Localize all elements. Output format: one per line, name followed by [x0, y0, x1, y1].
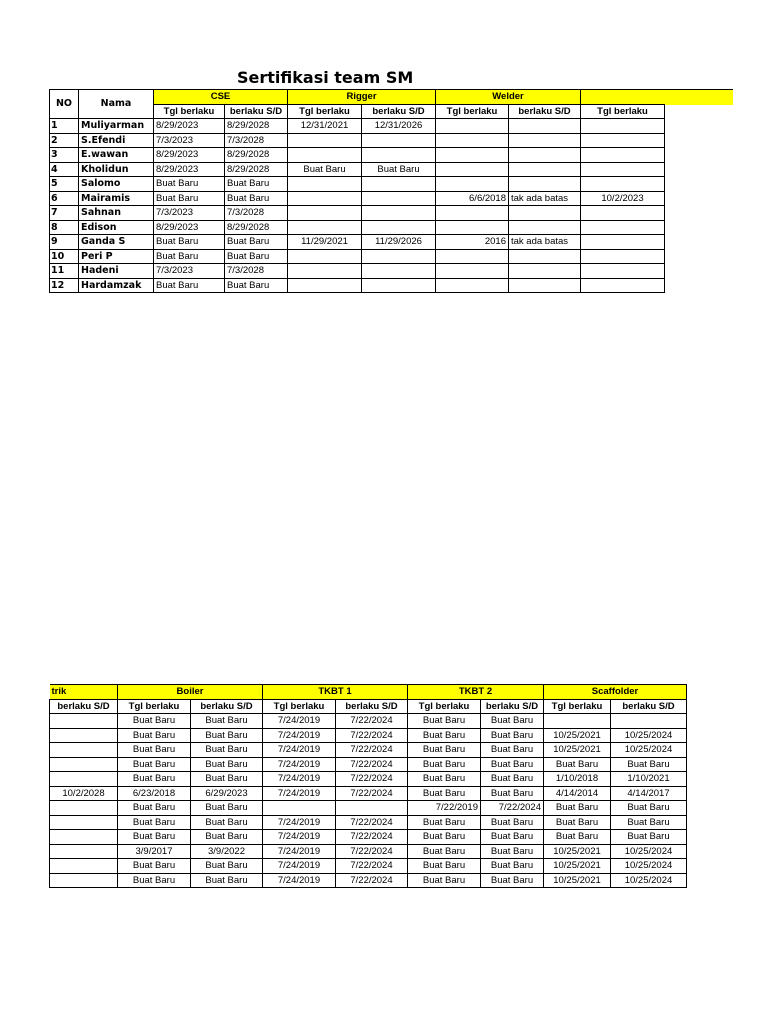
sub-berlaku-sd: berlaku S/D	[611, 699, 687, 714]
rigger-tgl-berlaku-cell	[288, 220, 362, 235]
rigger-berlaku-sd-cell: Buat Baru	[362, 162, 436, 177]
k3-list-tgl-berlaku-cell	[581, 162, 665, 177]
tkbt1-berlaku-sd-cell: 7/22/2024	[336, 873, 408, 888]
tkbt1-berlaku-sd-cell	[336, 801, 408, 816]
welder-berlaku-sd-cell	[509, 220, 581, 235]
employee-name: S.Efendi	[79, 133, 154, 148]
row-number: 6	[50, 191, 79, 206]
welder-tgl-berlaku-cell	[436, 220, 509, 235]
boiler-tgl-berlaku-cell: Buat Baru	[118, 743, 191, 758]
scaffolder-berlaku-sd-cell: 4/14/2017	[611, 786, 687, 801]
table-row	[50, 177, 665, 192]
scaffolder-berlaku-sd-cell	[611, 714, 687, 729]
table-row	[50, 249, 665, 264]
cse-berlaku-sd-cell: 7/3/2028	[225, 264, 288, 279]
scaffolder-tgl-berlaku-cell: Buat Baru	[544, 801, 611, 816]
tkbt2-berlaku-sd-cell: Buat Baru	[481, 743, 544, 758]
scaffolder-tgl-berlaku-cell: 1/10/2018	[544, 772, 611, 787]
row-number: 10	[50, 249, 79, 264]
table-row	[50, 264, 665, 279]
row-number: 9	[50, 235, 79, 250]
sub-tgl-berlaku: Tgl berlaku	[263, 699, 336, 714]
cse-tgl-berlaku-cell: Buat Baru	[154, 249, 225, 264]
boiler-berlaku-sd-cell: Buat Baru	[191, 772, 263, 787]
employee-name: Kholidun	[79, 162, 154, 177]
scaffolder-tgl-berlaku-cell: 10/25/2021	[544, 873, 611, 888]
header-tkbt2: TKBT 2	[408, 685, 544, 700]
certification-table-top	[49, 89, 665, 293]
tkbt2-berlaku-sd-cell: Buat Baru	[481, 772, 544, 787]
tkbt1-tgl-berlaku-cell: 7/24/2019	[263, 743, 336, 758]
scaffolder-tgl-berlaku-cell: Buat Baru	[544, 757, 611, 772]
boiler-berlaku-sd-cell: Buat Baru	[191, 728, 263, 743]
rigger-tgl-berlaku-cell: 11/29/2021	[288, 235, 362, 250]
tkbt1-berlaku-sd-cell: 7/22/2024	[336, 859, 408, 874]
welder-tgl-berlaku-cell	[436, 206, 509, 221]
rigger-berlaku-sd-cell: 12/31/2026	[362, 119, 436, 134]
rigger-berlaku-sd-cell	[362, 206, 436, 221]
boiler-berlaku-sd-cell: Buat Baru	[191, 859, 263, 874]
scaffolder-tgl-berlaku-cell: Buat Baru	[544, 815, 611, 830]
table-row	[50, 162, 665, 177]
rigger-tgl-berlaku-cell	[288, 148, 362, 163]
cse-berlaku-sd-cell: 8/29/2028	[225, 148, 288, 163]
table-row	[50, 772, 687, 787]
sub-tgl-berlaku: Tgl berlaku	[581, 104, 665, 119]
boiler-tgl-berlaku-cell: Buat Baru	[118, 757, 191, 772]
boiler-tgl-berlaku-cell: Buat Baru	[118, 873, 191, 888]
table-row	[50, 786, 687, 801]
table-row	[50, 757, 687, 772]
tkbt2-tgl-berlaku-cell: Buat Baru	[408, 728, 481, 743]
table-row	[50, 148, 665, 163]
tkbt1-tgl-berlaku-cell: 7/24/2019	[263, 714, 336, 729]
scaffolder-tgl-berlaku-cell: 10/25/2021	[544, 743, 611, 758]
table-row	[50, 220, 665, 235]
tkbt1-berlaku-sd-cell: 7/22/2024	[336, 728, 408, 743]
boiler-tgl-berlaku-cell: Buat Baru	[118, 830, 191, 845]
k3-list-tgl-berlaku-cell	[581, 278, 665, 293]
k3-list-berlaku-sd-cell	[50, 873, 118, 888]
welder-tgl-berlaku-cell	[436, 177, 509, 192]
k3-list-berlaku-sd-cell	[50, 801, 118, 816]
tkbt1-berlaku-sd-cell: 7/22/2024	[336, 714, 408, 729]
k3-list-berlaku-sd-cell	[50, 743, 118, 758]
k3-list-tgl-berlaku-cell: 10/2/2023	[581, 191, 665, 206]
scaffolder-berlaku-sd-cell: 10/25/2024	[611, 728, 687, 743]
boiler-tgl-berlaku-cell: Buat Baru	[118, 815, 191, 830]
k3-list-berlaku-sd-cell	[50, 830, 118, 845]
row-number: 3	[50, 148, 79, 163]
boiler-berlaku-sd-cell: Buat Baru	[191, 801, 263, 816]
tkbt2-berlaku-sd-cell: Buat Baru	[481, 714, 544, 729]
k3-list-berlaku-sd-cell	[50, 859, 118, 874]
k3-list-berlaku-sd-cell	[50, 728, 118, 743]
tkbt2-tgl-berlaku-cell: Buat Baru	[408, 772, 481, 787]
cse-tgl-berlaku-cell: Buat Baru	[154, 235, 225, 250]
row-number: 12	[50, 278, 79, 293]
header-rigger: Rigger	[288, 90, 436, 105]
tkbt1-berlaku-sd-cell: 7/22/2024	[336, 743, 408, 758]
tkbt1-tgl-berlaku-cell: 7/24/2019	[263, 772, 336, 787]
employee-name: Sahnan	[79, 206, 154, 221]
header-cse: CSE	[154, 90, 288, 105]
sub-berlaku-sd: berlaku S/D	[225, 104, 288, 119]
k3-list-berlaku-sd-cell	[50, 815, 118, 830]
employee-name: E.wawan	[79, 148, 154, 163]
cse-tgl-berlaku-cell: 7/3/2023	[154, 206, 225, 221]
tkbt1-tgl-berlaku-cell: 7/24/2019	[263, 815, 336, 830]
sub-tgl-berlaku: Tgl berlaku	[408, 699, 481, 714]
sub-tgl-berlaku: Tgl berlaku	[118, 699, 191, 714]
k3-list-tgl-berlaku-cell	[581, 220, 665, 235]
k3-list-berlaku-sd-cell	[50, 772, 118, 787]
cse-berlaku-sd-cell: Buat Baru	[225, 235, 288, 250]
k3-list-tgl-berlaku-cell	[581, 206, 665, 221]
rigger-tgl-berlaku-cell	[288, 133, 362, 148]
scaffolder-berlaku-sd-cell: 10/25/2024	[611, 844, 687, 859]
boiler-tgl-berlaku-cell: Buat Baru	[118, 714, 191, 729]
cse-berlaku-sd-cell: Buat Baru	[225, 249, 288, 264]
rigger-tgl-berlaku-cell	[288, 177, 362, 192]
cse-berlaku-sd-cell: Buat Baru	[225, 278, 288, 293]
sub-berlaku-sd: berlaku S/D	[509, 104, 581, 119]
row-number: 7	[50, 206, 79, 221]
rigger-tgl-berlaku-cell	[288, 278, 362, 293]
table-row	[50, 844, 687, 859]
certification-table-bottom	[49, 684, 687, 888]
tkbt2-tgl-berlaku-cell: Buat Baru	[408, 830, 481, 845]
employee-name: Mairamis	[79, 191, 154, 206]
header-scaffolder: Scaffolder	[544, 685, 687, 700]
table-row	[50, 119, 665, 134]
tkbt2-berlaku-sd-cell: Buat Baru	[481, 830, 544, 845]
scaffolder-tgl-berlaku-cell: Buat Baru	[544, 830, 611, 845]
scaffolder-tgl-berlaku-cell: 4/14/2014	[544, 786, 611, 801]
welder-berlaku-sd-cell	[509, 249, 581, 264]
tkbt1-berlaku-sd-cell: 7/22/2024	[336, 844, 408, 859]
tkbt2-tgl-berlaku-cell: Buat Baru	[408, 757, 481, 772]
welder-berlaku-sd-cell	[509, 119, 581, 134]
employee-name: Peri P	[79, 249, 154, 264]
tkbt2-tgl-berlaku-cell: Buat Baru	[408, 873, 481, 888]
welder-tgl-berlaku-cell: 6/6/2018	[436, 191, 509, 206]
welder-berlaku-sd-cell: tak ada batas	[509, 191, 581, 206]
cse-berlaku-sd-cell: Buat Baru	[225, 177, 288, 192]
scaffolder-berlaku-sd-cell: 1/10/2021	[611, 772, 687, 787]
welder-tgl-berlaku-cell	[436, 249, 509, 264]
header-k3-list-cell	[581, 90, 665, 105]
cse-berlaku-sd-cell: 7/3/2028	[225, 133, 288, 148]
table-row	[50, 235, 665, 250]
k3-list-tgl-berlaku-cell	[581, 119, 665, 134]
row-number: 5	[50, 177, 79, 192]
sub-berlaku-sd: berlaku S/D	[336, 699, 408, 714]
boiler-berlaku-sd-cell: Buat Baru	[191, 873, 263, 888]
k3-list-tgl-berlaku-cell	[581, 148, 665, 163]
tkbt2-tgl-berlaku-cell: 7/22/2019	[408, 801, 481, 816]
sub-berlaku-sd: berlaku S/D	[50, 699, 118, 714]
boiler-berlaku-sd-cell: Buat Baru	[191, 714, 263, 729]
scaffolder-berlaku-sd-cell: Buat Baru	[611, 815, 687, 830]
tkbt1-tgl-berlaku-cell: 7/24/2019	[263, 844, 336, 859]
table-row	[50, 743, 687, 758]
table-row	[50, 728, 687, 743]
boiler-tgl-berlaku-cell: Buat Baru	[118, 772, 191, 787]
welder-berlaku-sd-cell	[509, 162, 581, 177]
boiler-tgl-berlaku-cell: Buat Baru	[118, 728, 191, 743]
tkbt1-tgl-berlaku-cell: 7/24/2019	[263, 786, 336, 801]
sub-tgl-berlaku: Tgl berlaku	[154, 104, 225, 119]
employee-name: Salomo	[79, 177, 154, 192]
tkbt1-berlaku-sd-cell: 7/22/2024	[336, 772, 408, 787]
sub-berlaku-sd: berlaku S/D	[481, 699, 544, 714]
welder-berlaku-sd-cell	[509, 148, 581, 163]
welder-tgl-berlaku-cell	[436, 278, 509, 293]
k3-list-tgl-berlaku-cell	[581, 133, 665, 148]
cse-berlaku-sd-cell: Buat Baru	[225, 191, 288, 206]
welder-tgl-berlaku-cell	[436, 148, 509, 163]
tkbt2-berlaku-sd-cell: Buat Baru	[481, 873, 544, 888]
cse-berlaku-sd-cell: 8/29/2028	[225, 162, 288, 177]
k3-list-berlaku-sd-cell	[50, 757, 118, 772]
scaffolder-tgl-berlaku-cell	[544, 714, 611, 729]
tkbt2-tgl-berlaku-cell: Buat Baru	[408, 786, 481, 801]
employee-name: Hadeni	[79, 264, 154, 279]
k3-list-berlaku-sd-cell: 10/2/2028	[50, 786, 118, 801]
k3-list-tgl-berlaku-cell	[581, 177, 665, 192]
header-welder: Welder	[436, 90, 581, 105]
welder-berlaku-sd-cell	[509, 177, 581, 192]
tkbt2-tgl-berlaku-cell: Buat Baru	[408, 743, 481, 758]
cse-tgl-berlaku-cell: 8/29/2023	[154, 220, 225, 235]
tkbt2-berlaku-sd-cell: 7/22/2024	[481, 801, 544, 816]
cse-berlaku-sd-cell: 8/29/2028	[225, 220, 288, 235]
rigger-tgl-berlaku-cell	[288, 191, 362, 206]
tkbt2-tgl-berlaku-cell: Buat Baru	[408, 859, 481, 874]
tkbt2-berlaku-sd-cell: Buat Baru	[481, 757, 544, 772]
header-boiler: Boiler	[118, 685, 263, 700]
welder-tgl-berlaku-cell	[436, 133, 509, 148]
sub-berlaku-sd: berlaku S/D	[362, 104, 436, 119]
welder-tgl-berlaku-cell	[436, 162, 509, 177]
scaffolder-berlaku-sd-cell: Buat Baru	[611, 757, 687, 772]
rigger-berlaku-sd-cell	[362, 177, 436, 192]
rigger-tgl-berlaku-cell	[288, 249, 362, 264]
welder-berlaku-sd-cell	[509, 133, 581, 148]
boiler-tgl-berlaku-cell: Buat Baru	[118, 801, 191, 816]
welder-tgl-berlaku-cell: 2016	[436, 235, 509, 250]
tkbt1-tgl-berlaku-cell: 7/24/2019	[263, 859, 336, 874]
employee-name: Hardamzak	[79, 278, 154, 293]
boiler-tgl-berlaku-cell: 3/9/2017	[118, 844, 191, 859]
boiler-tgl-berlaku-cell: 6/23/2018	[118, 786, 191, 801]
k3-list-tgl-berlaku-cell	[581, 249, 665, 264]
scaffolder-berlaku-sd-cell: Buat Baru	[611, 830, 687, 845]
tkbt2-berlaku-sd-cell: Buat Baru	[481, 844, 544, 859]
rigger-tgl-berlaku-cell	[288, 206, 362, 221]
row-number: 1	[50, 119, 79, 134]
rigger-tgl-berlaku-cell	[288, 264, 362, 279]
boiler-berlaku-sd-cell: 6/29/2023	[191, 786, 263, 801]
cse-berlaku-sd-cell: 8/29/2028	[225, 119, 288, 134]
tkbt1-berlaku-sd-cell: 7/22/2024	[336, 815, 408, 830]
table-row	[50, 815, 687, 830]
rigger-tgl-berlaku-cell: Buat Baru	[288, 162, 362, 177]
table-row	[50, 859, 687, 874]
scaffolder-tgl-berlaku-cell: 10/25/2021	[544, 844, 611, 859]
welder-tgl-berlaku-cell	[436, 264, 509, 279]
cse-tgl-berlaku-cell: Buat Baru	[154, 191, 225, 206]
k3-list-berlaku-sd-cell	[50, 714, 118, 729]
tkbt2-tgl-berlaku-cell: Buat Baru	[408, 815, 481, 830]
tkbt1-berlaku-sd-cell: 7/22/2024	[336, 757, 408, 772]
tkbt2-berlaku-sd-cell: Buat Baru	[481, 728, 544, 743]
rigger-berlaku-sd-cell	[362, 191, 436, 206]
k3-list-tgl-berlaku-cell	[581, 264, 665, 279]
tkbt1-tgl-berlaku-cell: 7/24/2019	[263, 728, 336, 743]
tkbt2-tgl-berlaku-cell: Buat Baru	[408, 844, 481, 859]
tkbt1-tgl-berlaku-cell: 7/24/2019	[263, 757, 336, 772]
sub-tgl-berlaku: Tgl berlaku	[436, 104, 509, 119]
boiler-berlaku-sd-cell: 3/9/2022	[191, 844, 263, 859]
scaffolder-tgl-berlaku-cell: 10/25/2021	[544, 728, 611, 743]
cse-tgl-berlaku-cell: 8/29/2023	[154, 162, 225, 177]
boiler-berlaku-sd-cell: Buat Baru	[191, 743, 263, 758]
row-number: 4	[50, 162, 79, 177]
welder-berlaku-sd-cell: tak ada batas	[509, 235, 581, 250]
cse-tgl-berlaku-cell: 7/3/2023	[154, 133, 225, 148]
header-k3-list-tail: trik	[50, 685, 118, 700]
employee-name: Muliyarman	[79, 119, 154, 134]
rigger-berlaku-sd-cell	[362, 249, 436, 264]
row-number: 8	[50, 220, 79, 235]
tkbt2-berlaku-sd-cell: Buat Baru	[481, 786, 544, 801]
table-row	[50, 133, 665, 148]
k3-list-berlaku-sd-cell	[50, 844, 118, 859]
scaffolder-berlaku-sd-cell: 10/25/2024	[611, 873, 687, 888]
row-number: 11	[50, 264, 79, 279]
scaffolder-berlaku-sd-cell: Buat Baru	[611, 801, 687, 816]
scaffolder-berlaku-sd-cell: 10/25/2024	[611, 859, 687, 874]
k3-list-tgl-berlaku-cell	[581, 235, 665, 250]
cse-berlaku-sd-cell: 7/3/2028	[225, 206, 288, 221]
boiler-berlaku-sd-cell: Buat Baru	[191, 830, 263, 845]
tkbt2-tgl-berlaku-cell: Buat Baru	[408, 714, 481, 729]
table-row	[50, 206, 665, 221]
rigger-berlaku-sd-cell	[362, 148, 436, 163]
rigger-tgl-berlaku-cell: 12/31/2021	[288, 119, 362, 134]
tkbt2-berlaku-sd-cell: Buat Baru	[481, 859, 544, 874]
header-no: NO	[50, 90, 79, 119]
boiler-berlaku-sd-cell: Buat Baru	[191, 757, 263, 772]
welder-berlaku-sd-cell	[509, 278, 581, 293]
tkbt1-tgl-berlaku-cell	[263, 801, 336, 816]
boiler-berlaku-sd-cell: Buat Baru	[191, 815, 263, 830]
table-row	[50, 714, 687, 729]
row-number: 2	[50, 133, 79, 148]
sub-berlaku-sd: berlaku S/D	[191, 699, 263, 714]
header-nama: Nama	[79, 90, 154, 119]
cse-tgl-berlaku-cell: 8/29/2023	[154, 119, 225, 134]
table-row	[50, 801, 687, 816]
scaffolder-tgl-berlaku-cell: 10/25/2021	[544, 859, 611, 874]
tkbt1-berlaku-sd-cell: 7/22/2024	[336, 830, 408, 845]
tkbt1-tgl-berlaku-cell: 7/24/2019	[263, 830, 336, 845]
tkbt1-berlaku-sd-cell: 7/22/2024	[336, 786, 408, 801]
rigger-berlaku-sd-cell	[362, 220, 436, 235]
tkbt2-berlaku-sd-cell: Buat Baru	[481, 815, 544, 830]
boiler-tgl-berlaku-cell: Buat Baru	[118, 859, 191, 874]
rigger-berlaku-sd-cell	[362, 133, 436, 148]
rigger-berlaku-sd-cell	[362, 278, 436, 293]
welder-berlaku-sd-cell	[509, 264, 581, 279]
table-row	[50, 278, 665, 293]
tkbt1-tgl-berlaku-cell: 7/24/2019	[263, 873, 336, 888]
table-row	[50, 873, 687, 888]
employee-name: Ganda S	[79, 235, 154, 250]
cse-tgl-berlaku-cell: 7/3/2023	[154, 264, 225, 279]
sub-tgl-berlaku: Tgl berlaku	[544, 699, 611, 714]
table-row	[50, 830, 687, 845]
header-tkbt1: TKBT 1	[263, 685, 408, 700]
employee-name: Edison	[79, 220, 154, 235]
rigger-berlaku-sd-cell	[362, 264, 436, 279]
sub-tgl-berlaku: Tgl berlaku	[288, 104, 362, 119]
welder-tgl-berlaku-cell	[436, 119, 509, 134]
scaffolder-berlaku-sd-cell: 10/25/2024	[611, 743, 687, 758]
cse-tgl-berlaku-cell: 8/29/2023	[154, 148, 225, 163]
welder-berlaku-sd-cell	[509, 206, 581, 221]
cse-tgl-berlaku-cell: Buat Baru	[154, 177, 225, 192]
rigger-berlaku-sd-cell: 11/29/2026	[362, 235, 436, 250]
cse-tgl-berlaku-cell: Buat Baru	[154, 278, 225, 293]
table-row	[50, 191, 665, 206]
sheet-title: Sertifikasi team SM	[237, 68, 414, 87]
